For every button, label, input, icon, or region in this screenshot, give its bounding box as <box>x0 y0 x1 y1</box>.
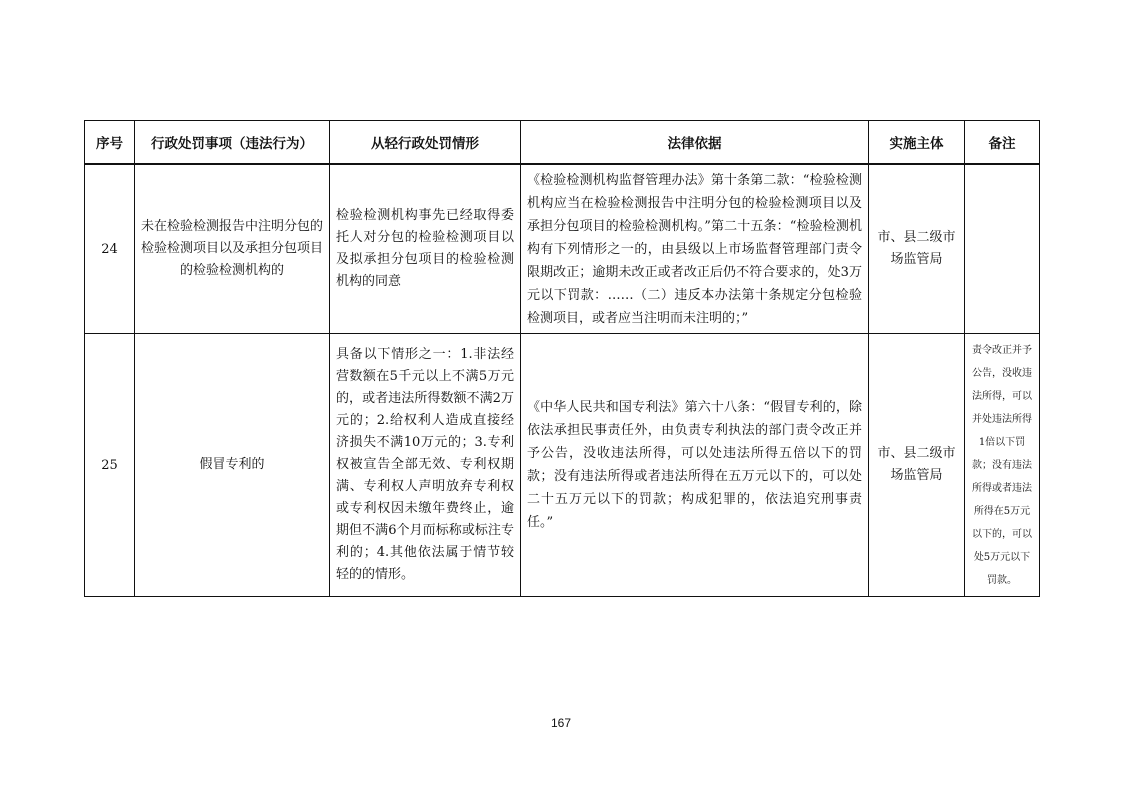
row-remark: 责令改正并予公告，没收违法所得，可以并处违法所得1倍以下罚款；没有违法所得或者违法所得在5万元以下的，可以处5万元以下罚款。 <box>965 334 1040 597</box>
row-item: 假冒专利的 <box>135 334 330 597</box>
row-light-circumstance: 具备以下情形之一：1.非法经营数额在5千元以上不满5万元的，或者违法所得数额不满2万元的；2.给权利人造成直接经济损失不满10万元的；3.专利权被宣告全部无效、专利权期满、专利权人声明放弃专利权或专利权因未缴年费终止，逾期但不满6个月而标称或标注专利的；4.其他依法属于情节较轻的的情形。 <box>330 334 521 597</box>
row-light-circumstance: 检验检测机构事先已经取得委托人对分包的检验检测项目以及拟承担分包项目的检验检测机构的同意 <box>330 164 521 334</box>
row-item: 未在检验检测报告中注明分包的检验检测项目以及承担分包项目的检验检测机构的 <box>135 164 330 334</box>
row-remark <box>965 164 1040 334</box>
row-legal-basis: 《中华人民共和国专利法》第六十八条：“假冒专利的，除依法承担民事责任外，由负责专利执法的部门责令改正并予公告，没收违法所得，可以处违法所得五倍以下的罚款；没有违法所得或者违法所得在五万元以下的，可以处二十五万元以下的罚款；构成犯罪的，依法追究刑事责任。” <box>521 334 869 597</box>
table-header-row <box>85 121 1040 165</box>
header-seq: 序号 <box>85 121 135 165</box>
row-enforcement-subject: 市、县二级市场监管局 <box>869 334 965 597</box>
table-row <box>85 334 1040 597</box>
header-light: 从轻行政处罚情形 <box>330 121 521 165</box>
penalty-table <box>84 120 1040 597</box>
header-law: 法律依据 <box>521 121 869 165</box>
table-row <box>85 164 1040 334</box>
row-seq: 25 <box>85 334 135 597</box>
page-number: 167 <box>550 716 572 730</box>
row-enforcement-subject: 市、县二级市场监管局 <box>869 164 965 334</box>
header-item: 行政处罚事项（违法行为） <box>135 121 330 165</box>
row-legal-basis: 《检验检测机构监督管理办法》第十条第二款：“检验检测机构应当在检验检测报告中注明分包的检验检测项目以及承担分包项目的检验检测机构。”第二十五条：“检验检测机构有下列情形之一的，由县级以上市场监督管理部门责令限期改正；逾期未改正或者改正后仍不符合要求的，处3万元以下罚款：……（二）违反本办法第十条规定分包检验检测项目，或者应当注明而未注明的；” <box>521 164 869 334</box>
row-seq: 24 <box>85 164 135 334</box>
header-subject: 实施主体 <box>869 121 965 165</box>
header-remark: 备注 <box>965 121 1040 165</box>
